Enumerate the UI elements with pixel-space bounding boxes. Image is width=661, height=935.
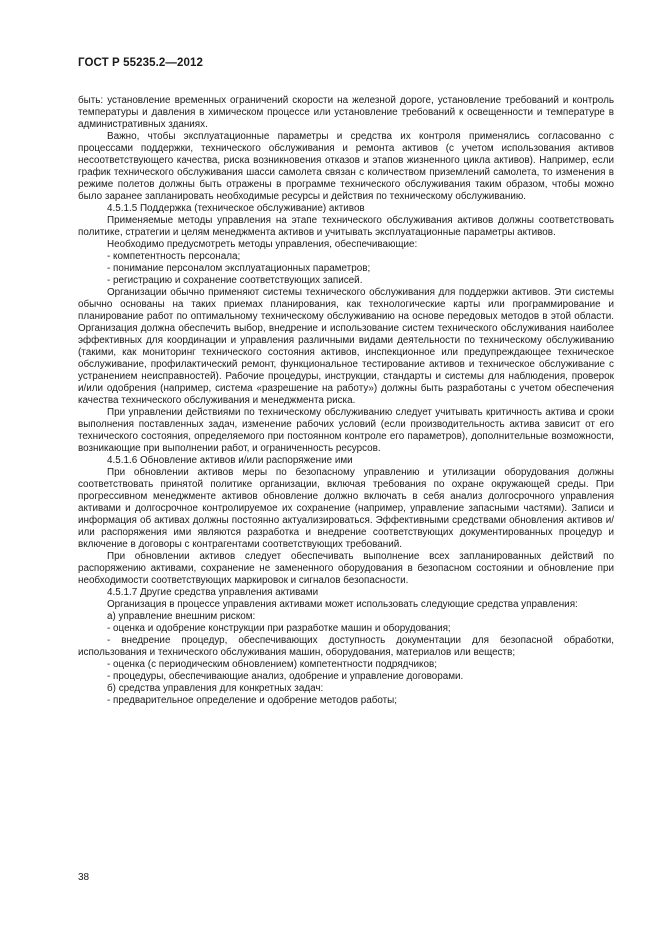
paragraph: Необходимо предусмотреть методы управления, обеспечивающие: (107, 239, 418, 250)
page-number: 38 (78, 872, 90, 883)
paragraph: Применяемые методы управления на этапе технического обслуживания активов должны соответствовать политике, стратегии и целям менеджмента активов и учитывать эксплуатационные параметры активов. (78, 215, 614, 238)
section-heading: 4.5.1.5 Поддержка (техническое обслуживание) активов (107, 203, 365, 214)
paragraph: - компетентность персонала; (107, 251, 241, 262)
paragraph: быть: установление временных ограничений скорости на железной дороге, установление требований и контроль температуры и давления в химическом процессе или установление требований к освещенности и температуре в административных зданиях. (78, 95, 614, 130)
document-body (78, 95, 614, 707)
paragraph: - оценка (с периодическим обновлением) компетентности подрядчиков; (107, 659, 437, 670)
paragraph: - внедрение процедур, обеспечивающих доступность документации для безопасной обработки, использования и технического обслуживания машин, оборудования, материалов или веществ; (78, 635, 614, 658)
paragraph: б) средства управления для конкретных задач: (107, 683, 324, 694)
section-heading: 4.5.1.7 Другие средства управления активами (107, 587, 319, 598)
paragraph: При управлении действиями по техническому обслуживанию следует учитывать критичность актива и сроки выполнения поставленных задач, изменение рабочих условий (если производительность актива зависит от его технического состояния, определяемого при постоянном контроле его параметров), дополнительные возможности, возникающие при выполнении работ, и ограниченность ресурсов. (78, 407, 614, 454)
section-heading: 4.5.1.6 Обновление активов и/или распоряжение ими (107, 455, 353, 466)
paragraph: Важно, чтобы эксплуатационные параметры и средства их контроля применялись согласованно с процессами поддержки, технического обслуживания и ремонта активов (с учетом использования активов несоответствующего качества, риска возникновения отказов и этапов жизненного цикла активов). Например, если график технического обслуживания шасси самолета связан с количеством приземлений самолета, то изменения в режиме полетов должны быть отражены в программе технического обслуживания таким образом, чтобы можно было заранее запланировать необходимые ресурсы и действия по техническому обслуживанию. (78, 131, 614, 202)
paragraph: При обновлении активов следует обеспечивать выполнение всех запланированных действий по распоряжению активами, сохранение не замененного оборудования в безопасном состоянии и обновление при необходимости соответствующих маркировок и сигналов безопасности. (78, 551, 614, 586)
paragraph: а) управление внешним риском: (107, 611, 256, 622)
paragraph: При обновлении активов меры по безопасному управлению и утилизации оборудования должны соответствовать принятой политике организации, включая требования по охране окружающей среды. При прогрессивном менеджменте активов обновление должно включать в себя анализ долгосрочного управления активами и долгосрочное контролируемое их сохранение (например, управление запасными частями). Записи и информация об активах должны постоянно актуализироваться. Эффективными средствами обновления активов и/или распоряжения ими являются разработка и внедрение соответствующих документированных процедур и включение в договоры с контрагентами соответствующих требований. (78, 467, 614, 550)
paragraph: Организация в процессе управления активами может использовать следующие средства управления: (107, 599, 578, 610)
paragraph: - понимание персоналом эксплуатационных параметров; (107, 263, 371, 274)
document-header: ГОСТ Р 55235.2—2012 (78, 57, 203, 69)
paragraph: - оценка и одобрение конструкции при разработке машин и оборудования; (107, 623, 451, 634)
paragraph: Организации обычно применяют системы технического обслуживания для поддержки активов. Эти системы обычно основаны на таких приемах планирования, как технологические карты или программирование и планирование работ по оптимальному техническому обслуживанию на основе передовых методов в этой области. Организация должна обеспечить выбор, внедрение и использование систем технического обслуживания наиболее эффективных для координации и управления различными видами деятельности по техническому обслуживанию (такими, как мониторинг технического состояния активов, инспекционное или предупреждающее техническое обслуживание, профилактический ремонт, функциональное тестирование активов и техническое обслуживание с устранением неисправностей). Рабочие процедуры, инструкции, стандарты и системы для наблюдения, проверок и/или одобрения (например, система «разрешение на работу») должны быть разработаны с учетом обеспечения качества технического обслуживания и менеджмента риска. (78, 287, 614, 406)
paragraph: - предварительное определение и одобрение методов работы; (107, 695, 397, 706)
paragraph: - процедуры, обеспечивающие анализ, одобрение и управление договорами. (107, 671, 464, 682)
paragraph: - регистрацию и сохранение соответствующих записей. (107, 275, 363, 286)
